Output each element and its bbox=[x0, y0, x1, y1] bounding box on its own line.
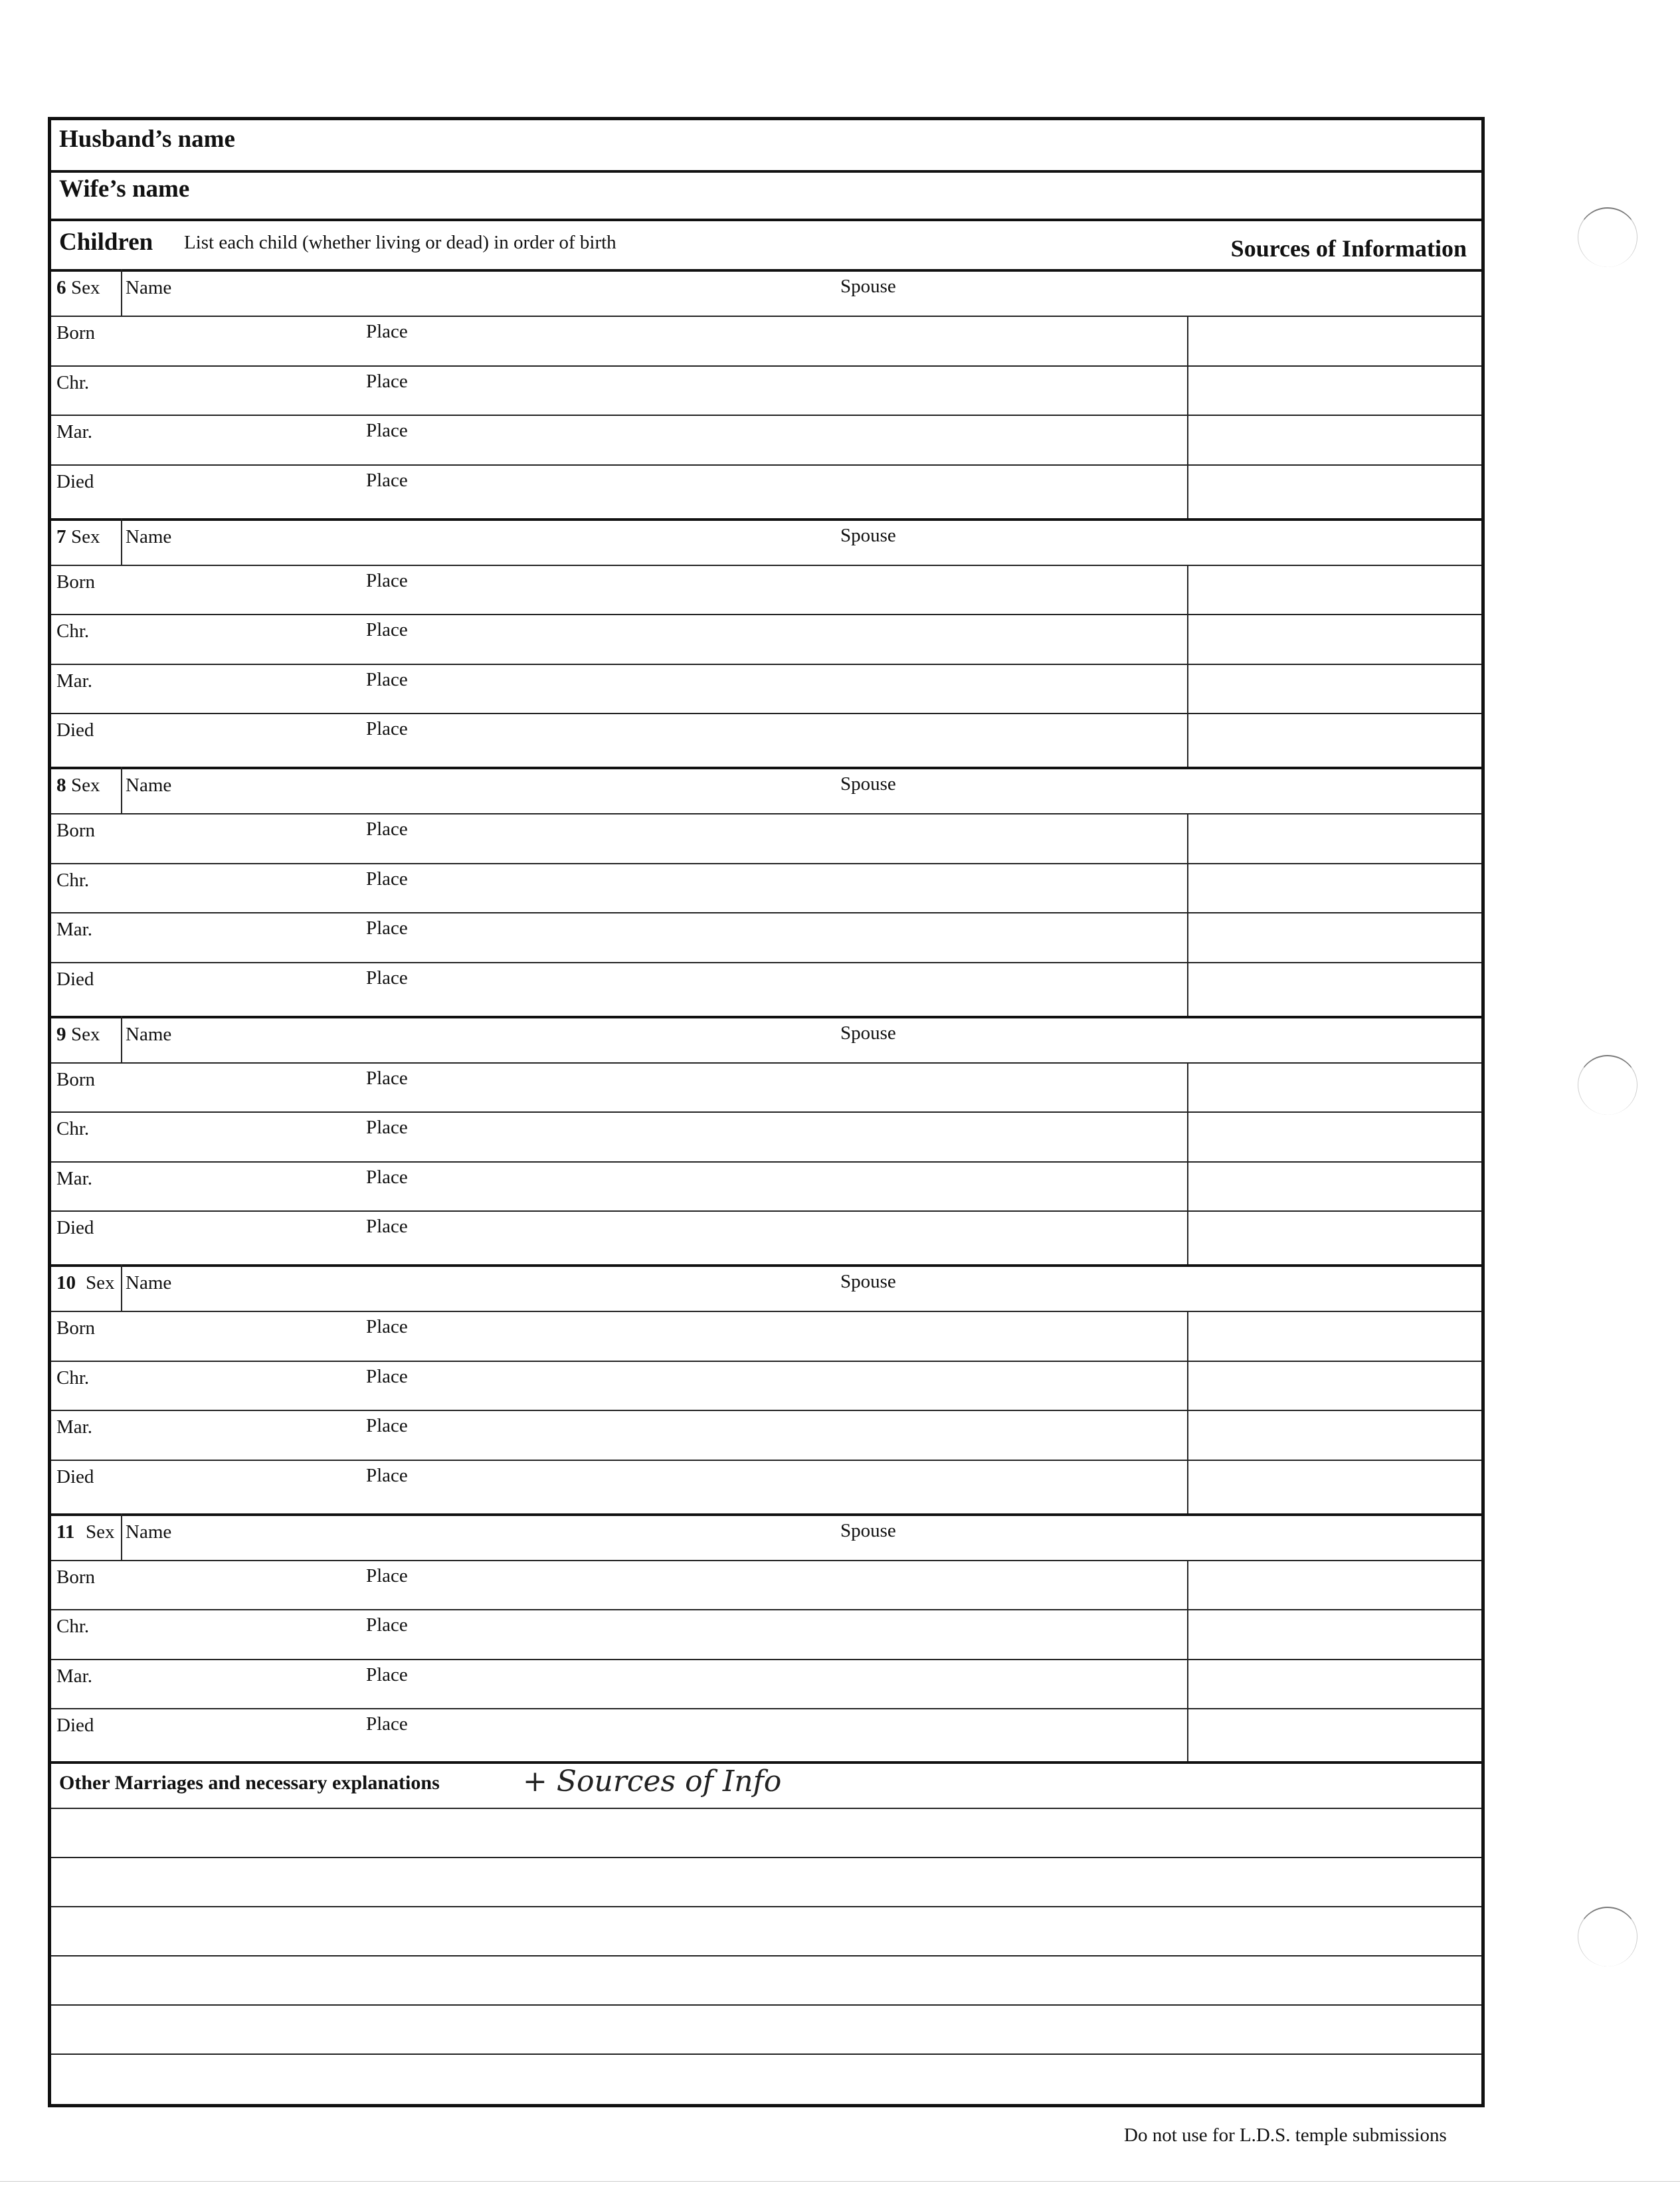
source-field[interactable] bbox=[1190, 962, 1481, 1012]
sex-label: Sex bbox=[86, 1521, 115, 1543]
spouse-label: Spouse bbox=[840, 773, 896, 795]
place-label: Place bbox=[366, 668, 408, 690]
child-number: 7 bbox=[56, 525, 66, 547]
place-field[interactable] bbox=[436, 1062, 1180, 1112]
divider bbox=[1187, 316, 1188, 518]
source-field[interactable] bbox=[1190, 1708, 1481, 1758]
source-field[interactable] bbox=[1190, 713, 1481, 763]
handwritten-note: + Sources of Info bbox=[523, 1765, 782, 1798]
name-label: Name bbox=[126, 277, 172, 298]
event-label-3: Died bbox=[56, 968, 94, 990]
spouse-label: Spouse bbox=[840, 276, 896, 297]
date-field[interactable] bbox=[131, 713, 357, 763]
place-field[interactable] bbox=[436, 813, 1180, 863]
place-field[interactable] bbox=[436, 316, 1180, 365]
event-label-0: Born bbox=[56, 1317, 95, 1339]
event-label-3: Died bbox=[56, 1715, 94, 1736]
place-field[interactable] bbox=[436, 713, 1180, 763]
place-label: Place bbox=[366, 917, 408, 939]
place-label: Place bbox=[366, 1415, 408, 1436]
place-field[interactable] bbox=[436, 565, 1180, 615]
date-field[interactable] bbox=[131, 1111, 357, 1161]
date-field[interactable] bbox=[131, 415, 357, 464]
place-label: Place bbox=[366, 1664, 408, 1685]
source-field[interactable] bbox=[1190, 464, 1481, 514]
source-field[interactable] bbox=[1190, 1560, 1481, 1610]
place-label: Place bbox=[366, 1464, 408, 1486]
place-field[interactable] bbox=[436, 1609, 1180, 1659]
place-field[interactable] bbox=[436, 1161, 1180, 1211]
child-number: 11 bbox=[56, 1521, 75, 1543]
event-label-2: Mar. bbox=[56, 1665, 92, 1687]
spouse-field[interactable] bbox=[921, 269, 1466, 316]
child-name-field[interactable] bbox=[184, 1513, 815, 1560]
place-label: Place bbox=[366, 321, 408, 342]
date-field[interactable] bbox=[131, 464, 357, 514]
sex-label: Sex bbox=[71, 525, 100, 547]
spouse-field[interactable] bbox=[921, 1016, 1466, 1062]
event-label-1: Chr. bbox=[56, 1367, 90, 1388]
divider bbox=[1187, 813, 1188, 1016]
source-field[interactable] bbox=[1190, 1210, 1481, 1260]
child-name-field[interactable] bbox=[184, 1264, 815, 1311]
writing-line bbox=[51, 1955, 1481, 1956]
event-label-0: Born bbox=[56, 322, 95, 343]
child-name-field[interactable] bbox=[184, 269, 815, 316]
source-field[interactable] bbox=[1190, 1062, 1481, 1112]
divider bbox=[1187, 1311, 1188, 1513]
date-field[interactable] bbox=[131, 1311, 357, 1361]
source-field[interactable] bbox=[1190, 1609, 1481, 1659]
source-field[interactable] bbox=[1190, 813, 1481, 863]
source-field[interactable] bbox=[1190, 614, 1481, 664]
event-label-0: Born bbox=[56, 1566, 95, 1588]
place-label: Place bbox=[366, 420, 408, 441]
spouse-label: Spouse bbox=[840, 1271, 896, 1292]
sex-label: Sex bbox=[71, 775, 100, 796]
name-label: Name bbox=[126, 1023, 172, 1045]
date-field[interactable] bbox=[131, 664, 357, 714]
place-field[interactable] bbox=[436, 1659, 1180, 1709]
event-label-0: Born bbox=[56, 571, 95, 593]
source-field[interactable] bbox=[1190, 1311, 1481, 1361]
family-group-form bbox=[48, 117, 1485, 2107]
date-field[interactable] bbox=[131, 1062, 357, 1112]
place-label: Place bbox=[366, 1365, 408, 1387]
source-field[interactable] bbox=[1190, 1161, 1481, 1211]
page-edge bbox=[0, 2181, 1680, 2182]
event-label-3: Died bbox=[56, 1466, 94, 1487]
place-label: Place bbox=[366, 1216, 408, 1237]
date-field[interactable] bbox=[131, 1460, 357, 1509]
child-name-field[interactable] bbox=[184, 767, 815, 813]
name-label: Name bbox=[126, 525, 172, 547]
name-label: Name bbox=[126, 775, 172, 796]
place-label: Place bbox=[366, 370, 408, 392]
source-field[interactable] bbox=[1190, 1659, 1481, 1709]
place-field[interactable] bbox=[436, 614, 1180, 664]
place-label: Place bbox=[366, 1565, 408, 1586]
spouse-label: Spouse bbox=[840, 524, 896, 546]
place-field[interactable] bbox=[436, 1311, 1180, 1361]
place-field[interactable] bbox=[436, 1210, 1180, 1260]
source-field[interactable] bbox=[1190, 1460, 1481, 1509]
child-number: 6 bbox=[56, 277, 66, 298]
date-field[interactable] bbox=[131, 1659, 357, 1709]
source-field[interactable] bbox=[1190, 664, 1481, 714]
place-label: Place bbox=[366, 619, 408, 640]
date-field[interactable] bbox=[131, 316, 357, 365]
date-field[interactable] bbox=[131, 962, 357, 1012]
place-label: Place bbox=[366, 818, 408, 840]
event-label-1: Chr. bbox=[56, 1616, 90, 1637]
date-field[interactable] bbox=[131, 1708, 357, 1758]
children-label: Children bbox=[59, 229, 153, 256]
place-field[interactable] bbox=[436, 863, 1180, 913]
event-label-2: Mar. bbox=[56, 1167, 92, 1189]
child-name-field[interactable] bbox=[184, 518, 815, 565]
place-field[interactable] bbox=[436, 415, 1180, 464]
date-field[interactable] bbox=[131, 1210, 357, 1260]
event-label-3: Died bbox=[56, 719, 94, 741]
writing-line bbox=[51, 1808, 1481, 1809]
place-label: Place bbox=[366, 569, 408, 591]
divider bbox=[121, 1264, 122, 1311]
wife-name-label: Wife’s name bbox=[59, 175, 190, 203]
event-label-0: Born bbox=[56, 1068, 95, 1090]
place-label: Place bbox=[366, 1067, 408, 1089]
writing-line bbox=[51, 1857, 1481, 1858]
place-field[interactable] bbox=[436, 912, 1180, 962]
event-label-3: Died bbox=[56, 470, 94, 492]
date-field[interactable] bbox=[131, 614, 357, 664]
date-field[interactable] bbox=[131, 1361, 357, 1410]
sex-label: Sex bbox=[71, 277, 100, 298]
place-field[interactable] bbox=[436, 1410, 1180, 1460]
source-field[interactable] bbox=[1190, 415, 1481, 464]
binder-hole bbox=[1578, 1907, 1637, 1966]
child-name-field[interactable] bbox=[184, 1016, 815, 1062]
writing-line bbox=[51, 2053, 1481, 2055]
divider bbox=[121, 1513, 122, 1560]
child-number: 9 bbox=[56, 1023, 66, 1045]
place-label: Place bbox=[366, 1316, 408, 1337]
spouse-label: Spouse bbox=[840, 1519, 896, 1541]
event-label-1: Chr. bbox=[56, 1118, 90, 1139]
wife-name-field[interactable] bbox=[197, 172, 1481, 219]
name-label: Name bbox=[126, 1272, 172, 1293]
divider bbox=[1187, 1560, 1188, 1763]
event-label-1: Chr. bbox=[56, 371, 90, 393]
source-field[interactable] bbox=[1190, 863, 1481, 913]
date-field[interactable] bbox=[131, 813, 357, 863]
child-number: 10 bbox=[56, 1272, 76, 1293]
place-field[interactable] bbox=[436, 1361, 1180, 1410]
date-field[interactable] bbox=[131, 1560, 357, 1610]
divider bbox=[121, 518, 122, 565]
event-label-1: Chr. bbox=[56, 620, 90, 642]
sources-of-information-label: Sources of Information bbox=[1230, 235, 1467, 262]
source-field[interactable] bbox=[1190, 912, 1481, 962]
place-label: Place bbox=[366, 1166, 408, 1188]
divider bbox=[51, 219, 1481, 221]
source-field[interactable] bbox=[1190, 1111, 1481, 1161]
source-field[interactable] bbox=[1190, 1410, 1481, 1460]
divider bbox=[1187, 565, 1188, 767]
sex-label: Sex bbox=[71, 1023, 100, 1045]
place-field[interactable] bbox=[436, 1111, 1180, 1161]
event-label-2: Mar. bbox=[56, 670, 92, 692]
footer-notice: Do not use for L.D.S. temple submissions bbox=[1124, 2125, 1447, 2146]
place-label: Place bbox=[366, 718, 408, 739]
event-label-2: Mar. bbox=[56, 1416, 92, 1438]
date-field[interactable] bbox=[131, 1410, 357, 1460]
place-label: Place bbox=[366, 469, 408, 491]
husband-name-label: Husband’s name bbox=[59, 126, 235, 153]
place-label: Place bbox=[366, 868, 408, 890]
binder-hole bbox=[1578, 1055, 1637, 1115]
other-marriages-label: Other Marriages and necessary explanations bbox=[59, 1772, 440, 1794]
event-label-1: Chr. bbox=[56, 869, 90, 891]
writing-line bbox=[51, 1906, 1481, 1907]
source-field[interactable] bbox=[1190, 365, 1481, 415]
spouse-field[interactable] bbox=[921, 518, 1466, 565]
spouse-field[interactable] bbox=[921, 767, 1466, 813]
place-label: Place bbox=[366, 1713, 408, 1735]
place-label: Place bbox=[366, 1117, 408, 1138]
divider bbox=[121, 1016, 122, 1062]
place-field[interactable] bbox=[436, 1560, 1180, 1610]
event-label-2: Mar. bbox=[56, 421, 92, 442]
sex-label: Sex bbox=[86, 1272, 115, 1293]
place-field[interactable] bbox=[436, 1708, 1180, 1758]
divider bbox=[121, 767, 122, 813]
event-label-0: Born bbox=[56, 820, 95, 841]
date-field[interactable] bbox=[131, 565, 357, 615]
spouse-field[interactable] bbox=[921, 1264, 1466, 1311]
divider bbox=[121, 269, 122, 316]
place-label: Place bbox=[366, 1614, 408, 1636]
date-field[interactable] bbox=[131, 863, 357, 913]
place-field[interactable] bbox=[436, 962, 1180, 1012]
place-field[interactable] bbox=[436, 664, 1180, 714]
binder-hole bbox=[1578, 207, 1637, 267]
place-field[interactable] bbox=[436, 1460, 1180, 1509]
source-field[interactable] bbox=[1190, 316, 1481, 365]
place-field[interactable] bbox=[436, 365, 1180, 415]
spouse-label: Spouse bbox=[840, 1022, 896, 1044]
child-number: 8 bbox=[56, 775, 66, 796]
date-field[interactable] bbox=[131, 912, 357, 962]
date-field[interactable] bbox=[131, 1609, 357, 1659]
divider bbox=[1187, 1062, 1188, 1265]
place-field[interactable] bbox=[436, 464, 1180, 514]
husband-name-field[interactable] bbox=[224, 120, 1481, 169]
date-field[interactable] bbox=[131, 365, 357, 415]
spouse-field[interactable] bbox=[921, 1513, 1466, 1560]
writing-line bbox=[51, 2004, 1481, 2006]
divider bbox=[51, 1761, 1481, 1764]
place-label: Place bbox=[366, 967, 408, 989]
source-field[interactable] bbox=[1190, 565, 1481, 615]
event-label-3: Died bbox=[56, 1217, 94, 1238]
date-field[interactable] bbox=[131, 1161, 357, 1211]
source-field[interactable] bbox=[1190, 1361, 1481, 1410]
name-label: Name bbox=[126, 1521, 172, 1543]
event-label-2: Mar. bbox=[56, 919, 92, 940]
children-instruction: List each child (whether living or dead) in order of birth bbox=[184, 232, 616, 253]
